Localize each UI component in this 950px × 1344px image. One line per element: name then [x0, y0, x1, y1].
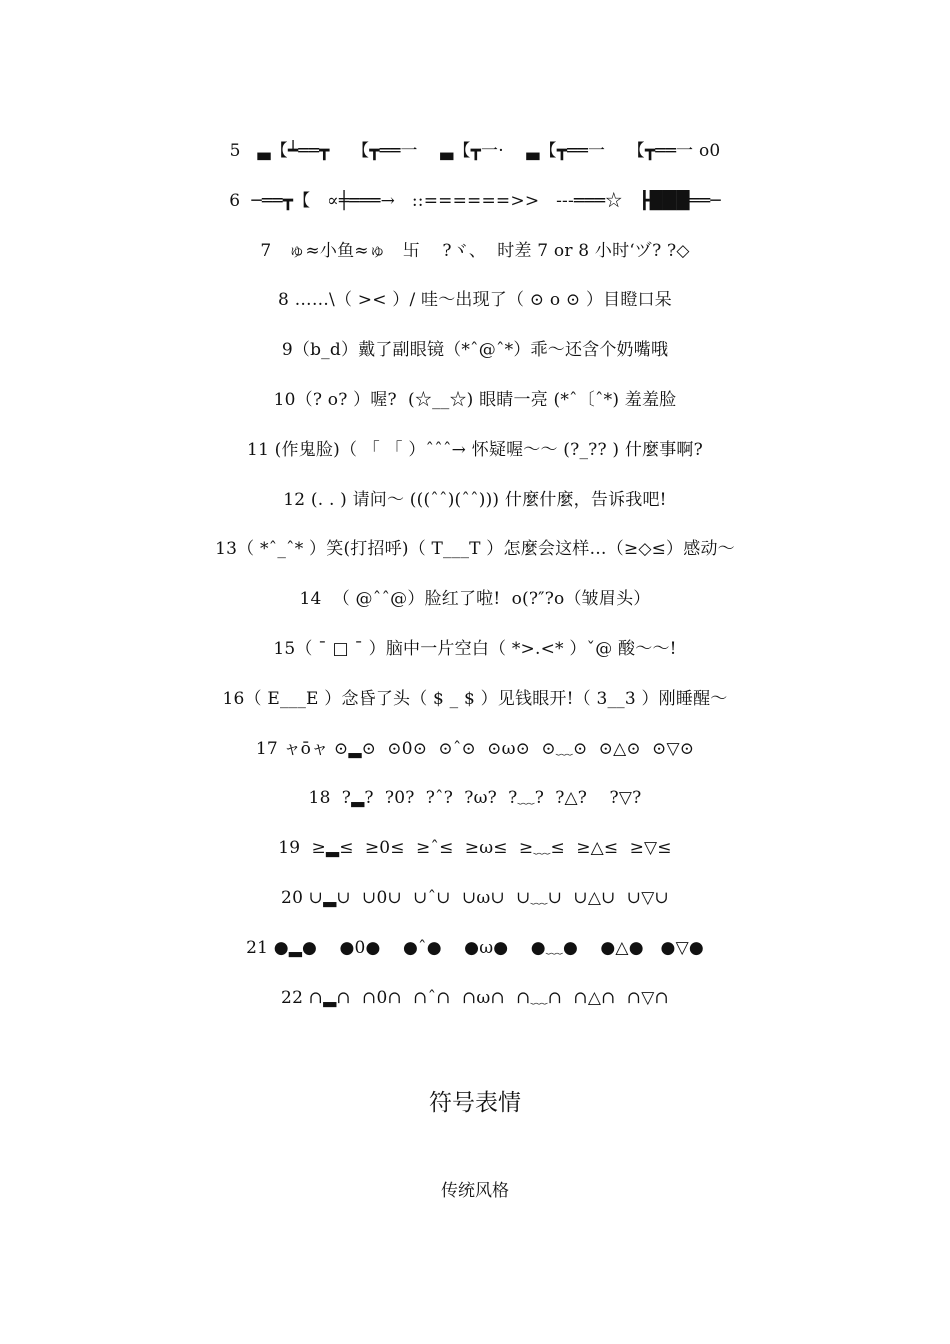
emoticon-line-22: 22 ∩▂∩ ∩0∩ ∩ˆ∩ ∩ω∩ ∩﹏∩ ∩△∩ ∩▽∩ [281, 987, 669, 1008]
emoticon-line-14: 14 （ @ˆˆ@）脸红了啦! o(?″?o（皱眉头） [299, 589, 651, 610]
section-heading: 符号表情 [429, 1090, 521, 1116]
emoticon-line-13: 13（ *ˆ_ˆ* ）笑(打招呼)（ T___T ）怎麼会这样…（≥◇≤）感动～ [215, 539, 735, 560]
emoticon-line-18: 18 ?▂? ?0? ?ˆ? ?ω? ?﹏? ?△? ?▽? [308, 788, 642, 809]
emoticon-line-6: 6 ─══┳【 ∝╪═══→ ::======>> ---═══☆ ┣███══─ [229, 190, 721, 211]
section-subheading: 传统风格 [441, 1181, 509, 1201]
emoticon-line-17: 17 ャōャ ⊙▂⊙ ⊙0⊙ ⊙ˆ⊙ ⊙ω⊙ ⊙﹏⊙ ⊙△⊙ ⊙▽⊙ [255, 738, 695, 759]
emoticon-line-21: 21 ●▂● ●0● ●ˆ● ●ω● ●﹏● ●△● ●▽● [246, 937, 704, 958]
emoticon-line-16: 16（ E___E ）念昏了头（ $ _ $ ）见钱眼开!（ 3__3 ）刚睡醒～ [222, 688, 728, 709]
emoticon-line-12: 12 (. . ) 请问～ (((ˆˆ)(ˆˆ))) 什麼什麼，告诉我吧! [283, 489, 667, 510]
emoticon-line-11: 11 (作鬼脸)（ 「 「 ）ˆˆˆ→ 怀疑喔～～ (?_?? ) 什麼事啊? [247, 439, 703, 460]
emoticon-line-15: 15（ ¯ □ ¯ ）脑中一片空白（ *>.<* ）ˇ@ 酸～～! [273, 638, 677, 659]
emoticon-line-8: 8 ……\（ >< ）/ 哇～出现了（ ⊙ o ⊙ ）目瞪口呆 [278, 290, 672, 311]
emoticon-line-19: 19 ≥▂≤ ≥0≤ ≥ˆ≤ ≥ω≤ ≥﹏≤ ≥△≤ ≥▽≤ [278, 838, 672, 859]
emoticon-list [0, 133, 950, 1029]
emoticon-line-9: 9（b_d）戴了副眼镜（*ˆ@ˆ*）乖～还含个奶嘴哦 [281, 340, 669, 361]
emoticon-line-7: 7 ゅ≈小鱼≈ゅ 卐 ?ヾ、 时差 7 or 8 小时‘ヅ? ?◇ [260, 240, 690, 261]
emoticon-line-5: 5 ▃【┷══┳ 【┳══一 ▃【┳一· ▃【┳══一 【┳══一 o0 [229, 141, 721, 161]
emoticon-line-10: 10（? o? ）喔? (☆__☆) 眼睛一亮 (*ˆ〔ˆ*) 羞羞脸 [273, 389, 677, 410]
emoticon-line-20: 20 ∪▂∪ ∪0∪ ∪ˆ∪ ∪ω∪ ∪﹏∪ ∪△∪ ∪▽∪ [281, 887, 669, 908]
